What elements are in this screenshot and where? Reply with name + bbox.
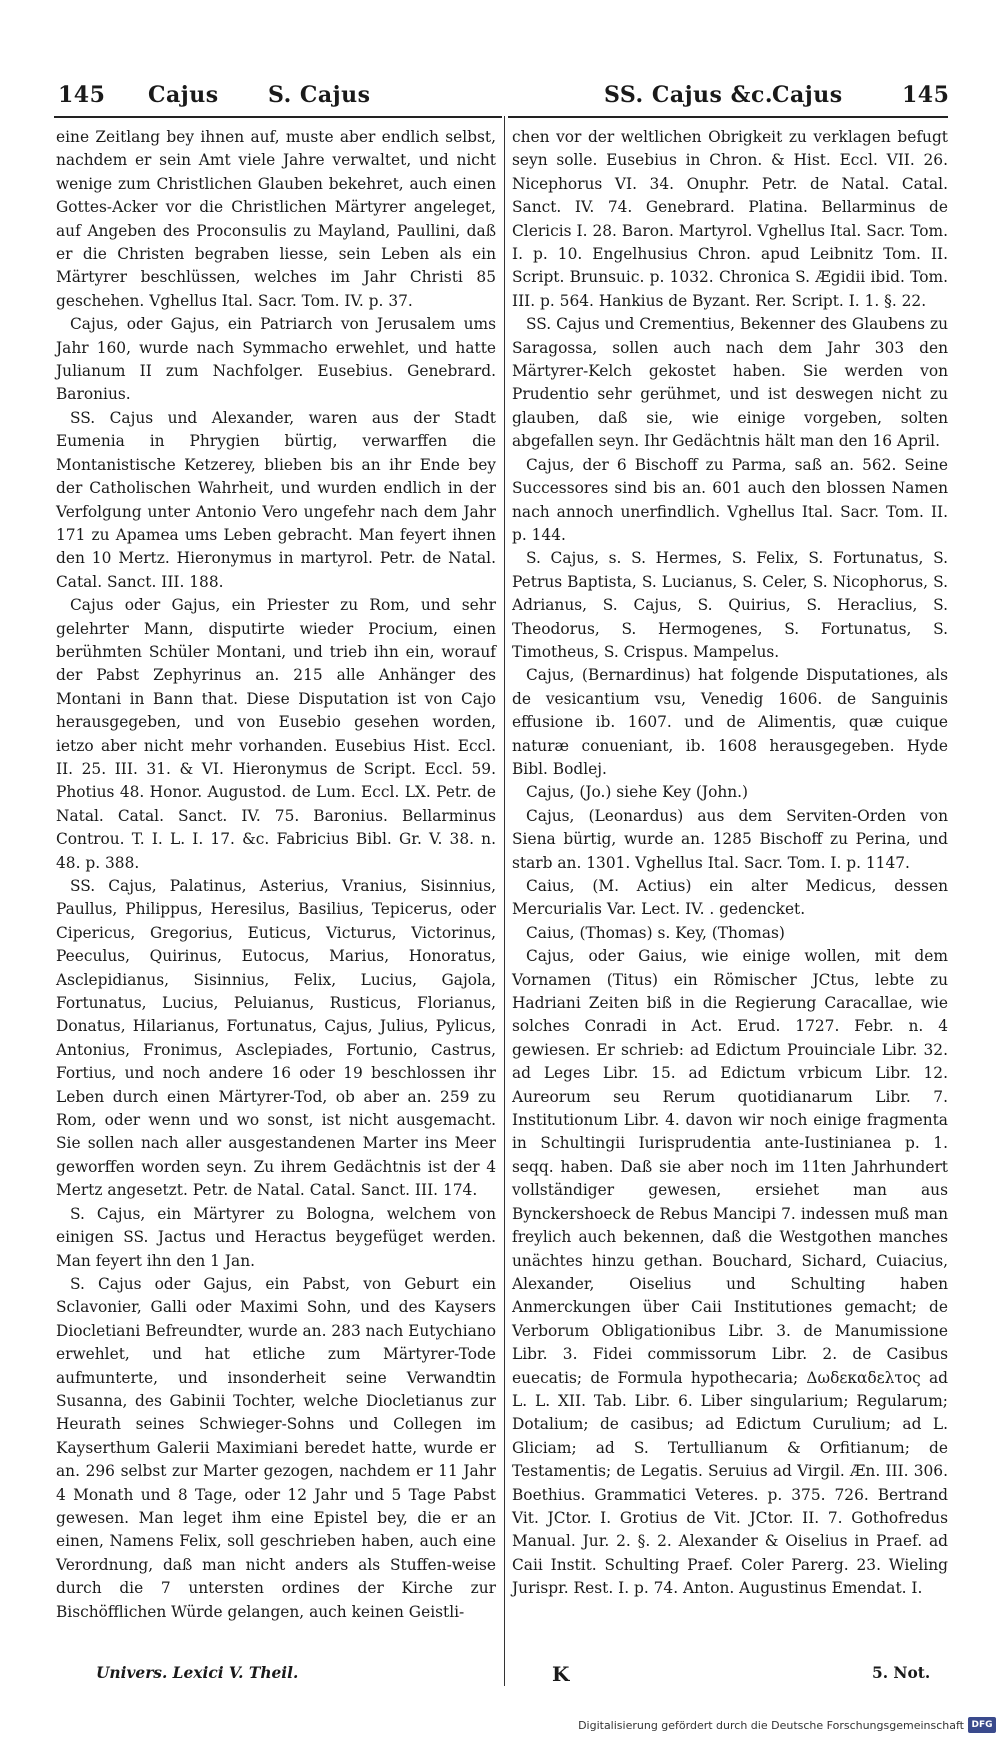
header-rule-right <box>508 116 948 118</box>
signature-line: Univers. Lexici V. Theil. <box>96 1664 299 1682</box>
entry-paragraph: Cajus, (Leonardus) aus dem Serviten-Orden von Siena bürtig, wurde an. 1285 Bischoff zu Perina, und starb an. 1301. Vghellus Ital. Sacr. Tom. I. p. 1147. <box>512 806 948 872</box>
entry-paragraph: eine Zeitlang bey ihnen auf, muste aber endlich selbst, nachdem er sein Amt viele Jahre verwaltet, und nicht wenige zum Christlichen Glauben bekehret, auch einen Gottes-Acker vor die Christlichen Märtyrer angeleget, auf Angeben des Proconsulis zu Mayland, Paullini, daß er die Christen begraben liesse, sein Leben als ein Märtyrer beschlüssen, welches im Jahr Christi 85 geschehen. Vghellus Ital. Sacr. Tom. IV. p. 37. <box>56 128 496 310</box>
entry-paragraph: S. Cajus, s. S. Hermes, S. Felix, S. Fortunatus, S. Petrus Baptista, S. Lucianus, S. Celer, S. Nicophorus, S. Adrianus, S. Cajus, S. Quirius, S. Heraclius, S. Theodorus, S. Hermogenes, S. Fortunatus, S. Timotheus, S. Crispus. Mampelus. <box>512 549 948 661</box>
entry-paragraph: SS. Cajus, Palatinus, Asterius, Vranius, Sisinnius, Paullus, Philippus, Heresilus, Basilius, Tepicerus, oder Cipericus, Gregorius, Euticus, Victurus, Victorinus, Peeculus, Quirinus, Eutocus, Marius, Honoratus, Asclepidianus, Sisinnius, Felix, Lucius, Gajola, Fortunatus, Lucius, Peluianus, Rusticus, Florianus, Donatus, Hilarianus, Fortunatus, Cajus, Julius, Pylicus, Antonius, Fronimus, Asclepiades, Fortunio, Castrus, Fortius, und noch andere 16 oder 19 beschlossen ihr Leben durch einen Märtyrer-Tod, ob aber an. 259 zu Rom, oder wenn und wo sonst, ist nicht ausgemacht. Sie sollen nach aller ausgestandenen Marter ins Meer geworffen worden seyn. Zu ihrem Gedächtnis ist der 4 Mertz angesetzt. Petr. de Natal. Catal. Sanct. III. 174. <box>56 877 496 1200</box>
entry-paragraph: Cajus, (Jo.) siehe Key (John.) <box>526 783 749 802</box>
digitization-footer <box>0 1713 1000 1738</box>
column-divider <box>504 116 505 1686</box>
right-page-number: 145 <box>902 82 950 108</box>
entry-paragraph: S. Cajus oder Gajus, ein Pabst, von Geburt ein Sclavonier, Galli oder Maximi Sohn, und des Kaysers Diocletiani Befreundter, wurde an. 283 nach Eutychiano erwehlet, und hat etliche zum Märtyrer-Tode aufmunterte, und insonderheit seine Verwandtin Susanna, des Gabinii Tochter, welche Diocletianus zur Heurath seines Schwieger-Sohns und Collegen im Kayserthum Galerii Maximiani beredet hatte, wurde er an. 296 selbst zur Marter gezogen, nachdem er 11 Jahr 4 Monath und 8 Tage, oder 12 Jahr und 5 Tage Pabst gewesen. Man leget ihm eine Epistel bey, die er an einen, Namens Felix, soll geschrieben haben, auch eine Verordnung, daß man nicht anders als Stuffen-weise durch die 7 untersten ordines der Kirche zur Bischöfflichen Würde gelangen, auch keinen Geistli- <box>56 1274 496 1621</box>
header-rule-left <box>54 116 502 118</box>
right-running-title: SS. Cajus &c. <box>604 82 774 108</box>
right-running-subtitle: Cajus <box>772 82 843 108</box>
left-text-column <box>56 126 496 1624</box>
left-running-subtitle: S. Cajus <box>268 82 371 108</box>
entry-paragraph: S. Cajus, ein Märtyrer zu Bologna, welchem von einigen SS. Jactus und Heractus beygefüget werden. Man feyert ihn den 1 Jan. <box>56 1204 496 1270</box>
entry-paragraph: Cajus oder Gajus, ein Priester zu Rom, und sehr gelehrter Mann, disputirte wieder Procium, einen berühmten Schüler Montani, und trieb ihn ein, worauf der Pabst Zephyrinus an. 215 alle Anhänger des Montani in Bann that. Diese Disputation ist von Cajo herausgegeben, und von Eusebio gesehen worden, ietzo aber nicht mehr vorhanden. Eusebius Hist. Eccl. II. 25. III. 31. & VI. Hieronymus de Script. Eccl. 59. Photius 48. Honor. Augustod. de Lum. Eccl. LX. Petr. de Natal. Catal. Sanct. IV. 75. Baronius. Bellarminus Controu. T. I. L. I. 17. &c. Fabricius Bibl. Gr. V. 38. n. 48. p. 388. <box>56 596 496 872</box>
catchword: 5. Not. <box>872 1664 931 1682</box>
entry-paragraph: Cajus, (Bernardinus) hat folgende Disputationes, als de vesicantium vsu, Venedig 1606. de Sanguinis effusione ib. 1607. und de Alimentis, quæ cuique naturæ conueniant, ib. 1608 herausgegeben. Hyde Bibl. Bodlej. <box>512 666 948 778</box>
entry-paragraph: SS. Cajus und Crementius, Bekenner des Glaubens zu Saragossa, sollen auch nach dem Jahr 303 den Märtyrer-Kelch gekostet haben. Sie werden von Prudentio sehr gerühmet, und ist deswegen nicht zu glauben, daß sie, wie einige vorgeben, solten abgefallen seyn. Ihr Gedächtnis hält man den 16 April. <box>512 315 948 451</box>
digitization-note: Digitalisierung gefördert durch die Deutsche Forschungsgemeinschaft <box>578 1719 964 1732</box>
entry-paragraph: Cajus, oder Gaius, wie einige wollen, mit dem Vornamen (Titus) ein Römischer JCtus, lebte zu Hadriani Zeiten biß in die Regierung Caracallae, wie solches Conradi in Act. Erud. 1727. Febr. n. 4 gewiesen. Er schrieb: ad Edictum Prouinciale Libr. 32. ad Leges Libr. 15. ad Edictum vrbicum Libr. 12. Aureorum seu Rerum quotidianarum Libr. 7. Institutionum Libr. 4. davon wir noch einige fragmenta in Schultingii Iurisprudentia ante-Iustinianea p. 1. seqq. haben. Daß sie aber noch im 11ten Jahrhundert vollständiger gewesen, ersiehet man aus Bynckershoeck de Rebus Mancipi 7. indessen muß man freylich auch bekennen, daß die Westgothen manches unächtes hinzu gethan. Bouchard, Sichard, Cuiacius, Alexander, Oiselius und Schulting haben Anmerckungen über Caii Institutiones gemacht; de Verborum Obligationibus Libr. 3. de Manumissione Libr. 3. Fidei commissorum Libr. 2. de Casibus euecatis; de Formula hypothecaria; Δωδεκαδελτος ad L. L. XII. Tab. Libr. 6. Liber singularium; Regularum; Dotalium; de casibus; ad Edictum Curulium; ad L. Gliciam; ad S. Tertullianum & Orfitianum; de Testamentis; de Legatis. Seruius ad Virgil. Æn. III. 306. Boethius. Grammatici Veteres. p. 375. 726. Bertrand Vit. JCtor. I. Grotius de Vit. JCtor. II. 7. Gothofredus Manual. Jur. 2. §. 2. Alexander & Oiselius in Praef. ad Caii Instit. Schulting Praef. Coler Parerg. 23. Wieling Jurispr. Rest. I. p. 74. Anton. Augustinus Emendat. I. <box>512 947 948 1598</box>
entry-paragraph: Cajus, der 6 Bischoff zu Parma, saß an. 562. Seine Successores sind bis an. 601 auch den blossen Namen nach annoch unerfindlich. Vghellus Ital. Sacr. Tom. II. p. 144. <box>512 455 948 544</box>
entry-paragraph: Caius, (M. Actius) ein alter Medicus, dessen Mercurialis Var. Lect. IV. . gedencket. <box>512 877 948 919</box>
left-page-number: 145 <box>58 82 106 108</box>
entry-paragraph: Caius, (Thomas) s. Key, (Thomas) <box>526 923 785 942</box>
entry-paragraph: Cajus, oder Gajus, ein Patriarch von Jerusalem ums Jahr 160, wurde nach Symmacho erwehlet, und hatte Julianum II zum Nachfolger. Eusebius. Genebrard. Baronius. <box>56 315 496 404</box>
right-text-column <box>512 126 948 1601</box>
dfg-logo-icon: DFG <box>968 1717 996 1733</box>
entry-paragraph: SS. Cajus und Alexander, waren aus der Stadt Eumenia in Phrygien bürtig, verwarffen die Montanistische Ketzerey, blieben bis an ihr Ende bey der Catholischen Wahrheit, und wurden endlich in der Verfolgung unter Antonio Vero ungefehr nach dem Jahr 171 zu Apamea ums Leben gebracht. Man feyert ihnen den 10 Mertz. Hieronymus in martyrol. Petr. de Natal. Catal. Sanct. III. 188. <box>56 408 496 591</box>
catchmark: K <box>552 1662 570 1686</box>
entry-paragraph: chen vor der weltlichen Obrigkeit zu verklagen befugt seyn solle. Eusebius in Chron. & Hist. Eccl. VII. 26. Nicephorus VI. 34. Onuphr. Petr. de Natal. Catal. Sanct. IV. 74. Genebrard. Platina. Bellarminus de Clericis I. 28. Baron. Martyrol. Vghellus Ital. Sacr. Tom. I. p. 10. Engelhusius Chron. apud Leibnitz Tom. II. Script. Brunsuic. p. 1032. Chronica S. Ægidii ibid. Tom. III. p. 564. Hankius de Byzant. Rer. Script. I. 1. §. 22. <box>512 128 948 310</box>
left-running-title: Cajus <box>148 82 219 108</box>
